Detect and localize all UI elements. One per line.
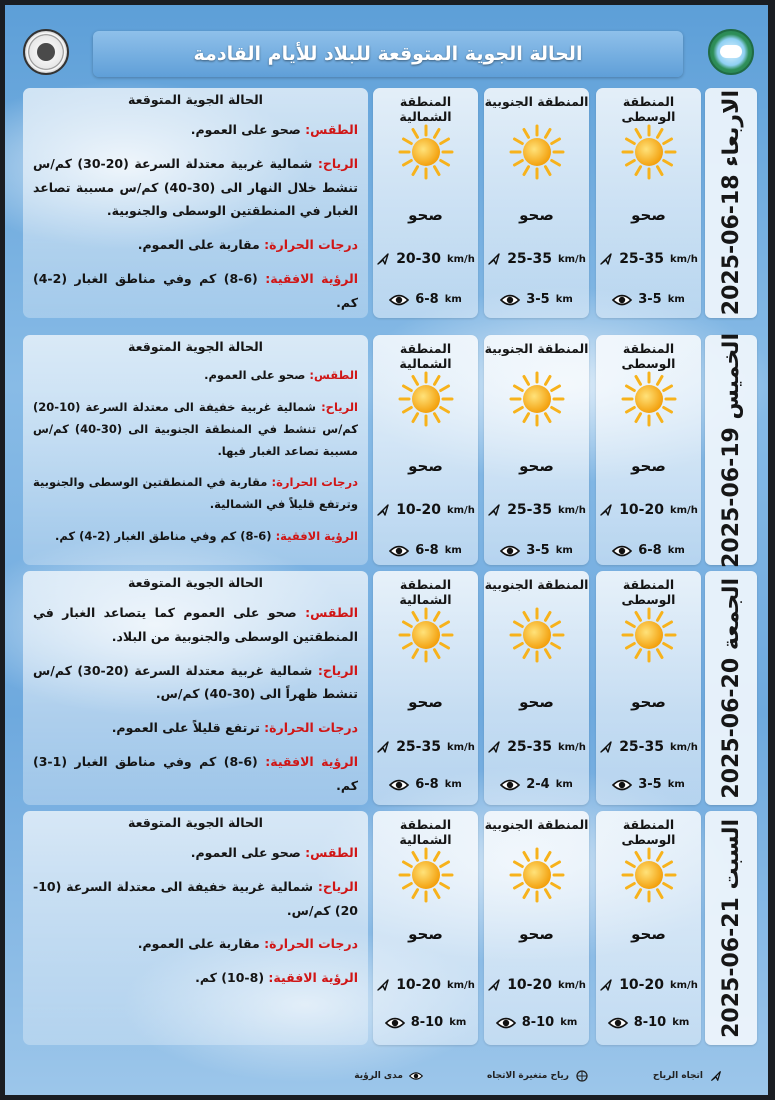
wind-arrow-icon: [709, 1070, 723, 1082]
wind-speed: 10-20 km/h: [596, 977, 701, 993]
region-name: المنطقة الوسطى: [621, 577, 676, 607]
sun-icon: [509, 847, 565, 903]
region-name: المنطقة الجنوبية: [484, 341, 589, 356]
sun-icon: [398, 124, 454, 180]
eye-icon: [612, 293, 632, 307]
wind-speed: 25-35 km/h: [484, 251, 589, 267]
legend: [23, 1065, 753, 1087]
day-block: [5, 332, 768, 568]
panel-title: الحالة الجوية المتوقعة: [128, 92, 263, 107]
panel-title: الحالة الجوية المتوقعة: [128, 575, 263, 590]
condition-text: صحو: [519, 693, 554, 711]
sun-icon: [509, 124, 565, 180]
sun-icon: [509, 371, 565, 427]
eye-icon: [389, 778, 409, 792]
eye-icon: [385, 1016, 405, 1030]
region-name: المنطقة الشمالية: [399, 341, 452, 371]
visibility-range: 8-10 km: [484, 1015, 589, 1030]
wind-arrow-icon: [599, 740, 613, 754]
ministry-logo: [708, 29, 754, 75]
region-cell-north: [373, 335, 478, 565]
date-label: الاربعاء 18-06-2025: [705, 88, 757, 318]
eye-icon: [389, 544, 409, 558]
condition-text: صحو: [631, 925, 666, 943]
wind-speed: 25-35 km/h: [596, 251, 701, 267]
region-cell-central: [596, 811, 701, 1045]
visibility-range: 8-10 km: [596, 1015, 701, 1030]
wind-speed: 10-20 km/h: [373, 977, 478, 993]
eye-icon: [500, 544, 520, 558]
sun-icon: [509, 607, 565, 663]
date-label: الجمعة 20-06-2025: [705, 571, 757, 805]
wind-arrow-icon: [599, 252, 613, 266]
sun-icon: [398, 847, 454, 903]
region-cell-north: [373, 811, 478, 1045]
wind-speed: 10-20 km/h: [373, 502, 478, 518]
forecast-text-panel: [23, 335, 368, 565]
panel-body: الطقس: صحو على العموم. الرياح: شمالية غربية معتدلة السرعة (20-30) كم/س تنشط خلال النهار الى (30-40) كم/س مسببة تصاعد الغبار في المنطقتين الوسطى والجنوبية. درجات الحرارة: مقاربة على العموم. الرؤية الافقية: (6-8) كم وفي مناطق الغبار (2-4) كم.: [33, 122, 358, 310]
sun-icon: [398, 607, 454, 663]
wind-arrow-icon: [376, 978, 390, 992]
wind-arrow-icon: [376, 252, 390, 266]
condition-text: صحو: [631, 693, 666, 711]
region-cell-central: [596, 335, 701, 565]
condition-text: صحو: [408, 693, 443, 711]
region-name: المنطقة الشمالية: [399, 817, 452, 847]
region-name: المنطقة الجنوبية: [484, 577, 589, 592]
sun-icon: [621, 124, 677, 180]
eye-icon: [500, 293, 520, 307]
wind-speed: 25-35 km/h: [484, 502, 589, 518]
visibility-range: 8-10 km: [373, 1015, 478, 1030]
visibility-range: 2-4 km: [484, 777, 589, 792]
region-cell-central: [596, 88, 701, 318]
eye-icon: [500, 778, 520, 792]
wind-arrow-icon: [487, 252, 501, 266]
eye-icon: [496, 1016, 516, 1030]
forecast-text-panel: [23, 571, 368, 805]
legend-variable-winds: رياح متغيرة الاتجاه: [487, 1070, 589, 1082]
eye-icon: [389, 293, 409, 307]
visibility-range: 3-5 km: [596, 292, 701, 307]
legend-visibility: مدى الرؤية: [354, 1070, 423, 1082]
condition-text: صحو: [631, 206, 666, 224]
visibility-range: 6-8 km: [373, 543, 478, 558]
region-name: المنطقة الشمالية: [399, 577, 452, 607]
eye-icon: [608, 1016, 628, 1030]
region-name: المنطقة الوسطى: [621, 817, 676, 847]
wind-arrow-icon: [376, 740, 390, 754]
wind-arrow-icon: [599, 978, 613, 992]
condition-text: صحو: [519, 457, 554, 475]
visibility-range: 6-8 km: [373, 292, 478, 307]
condition-text: صحو: [631, 457, 666, 475]
wind-speed: 25-35 km/h: [484, 739, 589, 755]
forecast-text-panel: [23, 811, 368, 1045]
region-cell-south: [484, 88, 589, 318]
visibility-range: 6-8 km: [596, 543, 701, 558]
wind-arrow-icon: [376, 503, 390, 517]
eye-icon: [612, 544, 632, 558]
region-name: المنطقة الجنوبية: [484, 817, 589, 832]
sun-icon: [621, 371, 677, 427]
wind-arrow-icon: [487, 978, 501, 992]
panel-body: الطقس: صحو على العموم كما يتصاعد الغبار في المنطقتين الوسطى والجنوبية من البلاد. الرياح: شمالية غربية معتدلة السرعة (20-30) كم/س تنشط ظهراً الى (30-40) كم/س. درجات الحرارة: ترتفع قليلاً على العموم. الرؤية الافقية: (6-8) كم وفي مناطق الغبار (1-3) كم.: [33, 605, 358, 793]
panel-title: الحالة الجوية المتوقعة: [128, 815, 263, 830]
page-header: [93, 31, 683, 77]
region-cell-south: [484, 571, 589, 805]
wind-speed: 20-30 km/h: [373, 251, 478, 267]
forecast-sheet: [5, 5, 768, 1095]
panel-body: الطقس: صحو على العموم. الرياح: شمالية غربية خفيفة الى معتدلة السرعة (10-20) كم/س. درجات الحرارة: مقاربة على العموم. الرؤية الافقية: (8-10) كم.: [33, 845, 358, 985]
condition-text: صحو: [519, 925, 554, 943]
meteorology-logo: [23, 29, 69, 75]
day-block: [5, 571, 768, 805]
visibility-range: 6-8 km: [373, 777, 478, 792]
sun-icon: [621, 847, 677, 903]
panel-body: الطقس: صحو على العموم. الرياح: شمالية غربية خفيفة الى معتدلة السرعة (10-20) كم/س تنشط في المنطقة الجنوبية الى (30-40) كم/س مسببة تصاعد الغبار فيها. درجات الحرارة: مقاربة في المنطقتين الوسطى والجنوبية وترتفع قليلاً في الشمالية. الرؤية الافقية: (6-8) كم وفي مناطق الغبار (2-4) كم.: [33, 368, 358, 544]
condition-text: صحو: [408, 206, 443, 224]
page-title: الحالة الجوية المتوقعة للبلاد للأيام القادمة: [193, 43, 583, 65]
region-cell-north: [373, 88, 478, 318]
wind-arrow-icon: [487, 503, 501, 517]
legend-wind-direction: اتجاه الرياح: [653, 1070, 723, 1082]
wind-speed: 25-35 km/h: [596, 739, 701, 755]
day-block: [5, 811, 768, 1045]
variable-wind-icon: [575, 1070, 589, 1082]
visibility-range: 3-5 km: [484, 543, 589, 558]
region-name: المنطقة الوسطى: [621, 94, 676, 124]
wind-speed: 10-20 km/h: [484, 977, 589, 993]
wind-arrow-icon: [599, 503, 613, 517]
eye-icon: [612, 778, 632, 792]
region-cell-south: [484, 335, 589, 565]
date-label: الخميس 19-06-2025: [705, 335, 757, 565]
eye-icon: [409, 1070, 423, 1082]
region-cell-north: [373, 571, 478, 805]
sun-icon: [398, 371, 454, 427]
region-cell-central: [596, 571, 701, 805]
wind-speed: 25-35 km/h: [373, 739, 478, 755]
panel-title: الحالة الجوية المتوقعة: [128, 339, 263, 354]
condition-text: صحو: [519, 206, 554, 224]
day-block: [5, 88, 768, 318]
region-name: المنطقة الشمالية: [399, 94, 452, 124]
forecast-text-panel: [23, 88, 368, 318]
condition-text: صحو: [408, 457, 443, 475]
visibility-range: 3-5 km: [596, 777, 701, 792]
condition-text: صحو: [408, 925, 443, 943]
date-label: السبت 21-06-2025: [705, 811, 757, 1045]
sun-icon: [621, 607, 677, 663]
region-cell-south: [484, 811, 589, 1045]
wind-speed: 10-20 km/h: [596, 502, 701, 518]
region-name: المنطقة الجنوبية: [484, 94, 589, 109]
wind-arrow-icon: [487, 740, 501, 754]
visibility-range: 3-5 km: [484, 292, 589, 307]
region-name: المنطقة الوسطى: [621, 341, 676, 371]
